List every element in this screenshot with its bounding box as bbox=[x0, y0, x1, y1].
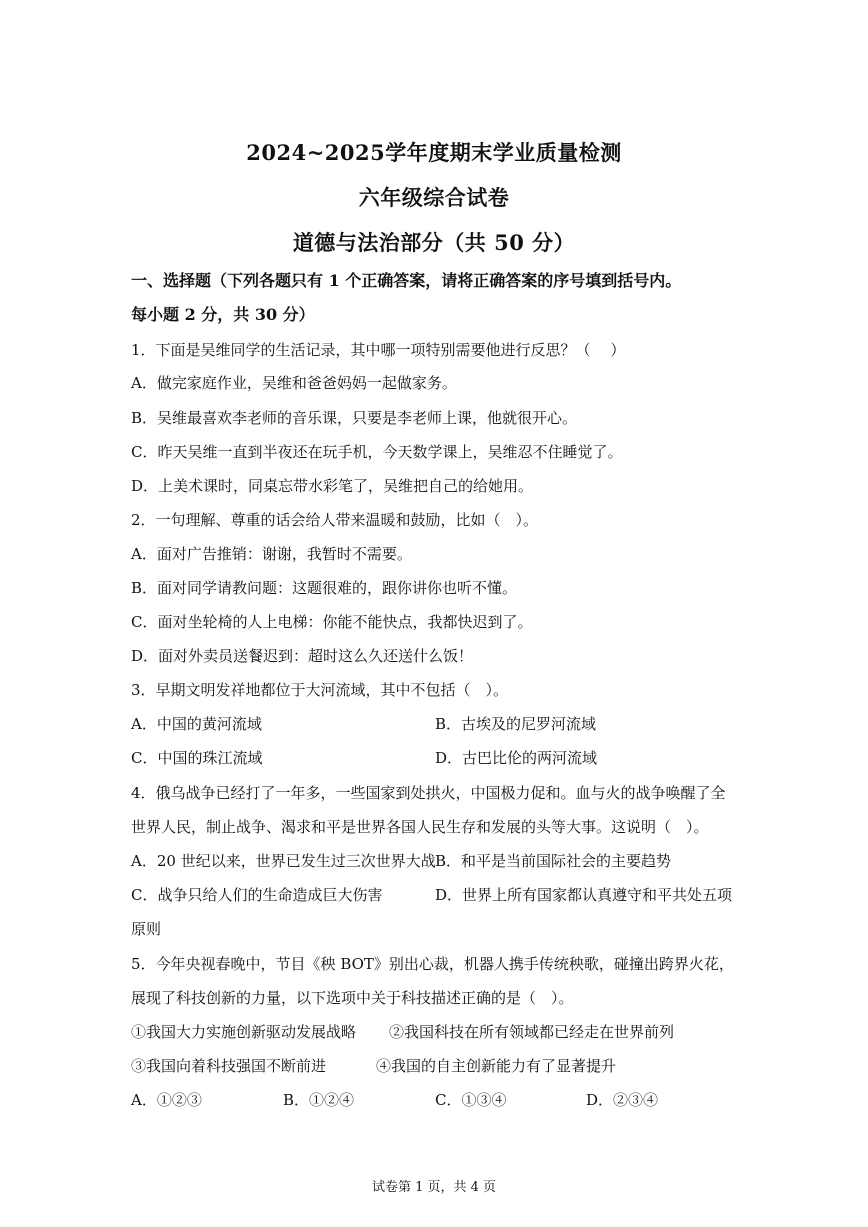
question-5-statement-1: ①我国大力实施创新驱动发展战略 bbox=[131, 1023, 357, 1041]
question-5-stem-cont: 展现了科技创新的力量，以下选项中关于科技描述正确的是（ ）。 bbox=[131, 989, 574, 1007]
question-5-option-c: C．①③④ bbox=[435, 1091, 507, 1109]
question-2-option-a: A．面对广告推销：谢谢，我暂时不需要。 bbox=[131, 545, 412, 563]
question-4-option-c: C．战争只给人们的生命造成巨大伤害 bbox=[131, 886, 383, 904]
question-3-option-d: D．古巴比伦的两河流域 bbox=[435, 749, 598, 767]
question-4-option-d: D．世界上所有国家都认真遵守和平共处五项 bbox=[435, 886, 733, 904]
question-1-option-a: A．做完家庭作业，吴维和爸爸妈妈一起做家务。 bbox=[131, 374, 457, 392]
question-5-statement-4: ④我国的自主创新能力有了显著提升 bbox=[376, 1057, 617, 1075]
exam-title: 2024~2025学年度期末学业质量检测 bbox=[246, 140, 622, 165]
question-4-stem: 4．俄乌战争已经打了一年多，一些国家到处拱火，中国极力促和。血与火的战争唤醒了全 bbox=[131, 784, 726, 802]
question-4-option-d-cont: 原则 bbox=[131, 920, 162, 938]
question-5-statement-3: ③我国向着科技强国不断前进 bbox=[131, 1057, 327, 1075]
question-4-option-a: A．20 世纪以来，世界已发生过三次世界大战 bbox=[131, 852, 436, 870]
question-1-option-b: B．吴维最喜欢李老师的音乐课，只要是李老师上课，他就很开心。 bbox=[131, 409, 578, 427]
section-heading: 一、选择题（下列各题只有 1 个正确答案，请将正确答案的序号填到括号内。 bbox=[131, 271, 682, 290]
question-1-stem: 1．下面是吴维同学的生活记录，其中哪一项特别需要他进行反思？（ ） bbox=[131, 341, 626, 359]
question-2-option-c: C．面对坐轮椅的人上电梯：你能不能快点，我都快迟到了。 bbox=[131, 613, 533, 631]
question-2-option-d: D．面对外卖员送餐迟到：超时这么久还送什么饭！ bbox=[131, 647, 474, 665]
question-2-option-b: B．面对同学请教问题：这题很难的，跟你讲你也听不懂。 bbox=[131, 579, 518, 597]
question-2-stem: 2．一句理解、尊重的话会给人带来温暖和鼓励，比如（ ）。 bbox=[131, 511, 539, 529]
question-3-option-b: B．古埃及的尼罗河流域 bbox=[435, 715, 597, 733]
section-part-title: 道德与法治部分（共 50 分） bbox=[292, 230, 576, 255]
question-5-option-a: A．①②③ bbox=[131, 1091, 202, 1109]
question-1-option-c: C．昨天吴维一直到半夜还在玩手机，今天数学课上，吴维忍不住睡觉了。 bbox=[131, 443, 623, 461]
section-heading-cont: 每小题 2 分，共 30 分） bbox=[131, 305, 315, 324]
question-4-stem-cont: 世界人民，制止战争、渴求和平是世界各国人民生存和发展的头等大事。这说明（ ）。 bbox=[131, 818, 709, 836]
question-5-option-d: D．②③④ bbox=[586, 1091, 659, 1109]
question-3-option-a: A．中国的黄河流域 bbox=[131, 715, 262, 733]
question-5-option-b: B．①②④ bbox=[283, 1091, 355, 1109]
question-5-stem: 5．今年央视春晚中，节目《秧 BOT》别出心裁，机器人携手传统秧歌，碰撞出跨界火花， bbox=[131, 955, 734, 973]
exam-subtitle: 六年级综合试卷 bbox=[358, 185, 510, 210]
question-5-statement-2: ②我国科技在所有领域都已经走在世界前列 bbox=[389, 1023, 675, 1041]
page-footer: 试卷第 1 页，共 4 页 bbox=[371, 1180, 497, 1195]
question-3-option-c: C．中国的珠江流域 bbox=[131, 749, 263, 767]
question-1-option-d: D．上美术课时，同桌忘带水彩笔了，吴维把自己的给她用。 bbox=[131, 477, 534, 495]
question-4-option-b: B．和平是当前国际社会的主要趋势 bbox=[435, 852, 672, 870]
question-3-stem: 3．早期文明发祥地都位于大河流域，其中不包括（ ）。 bbox=[131, 681, 509, 699]
